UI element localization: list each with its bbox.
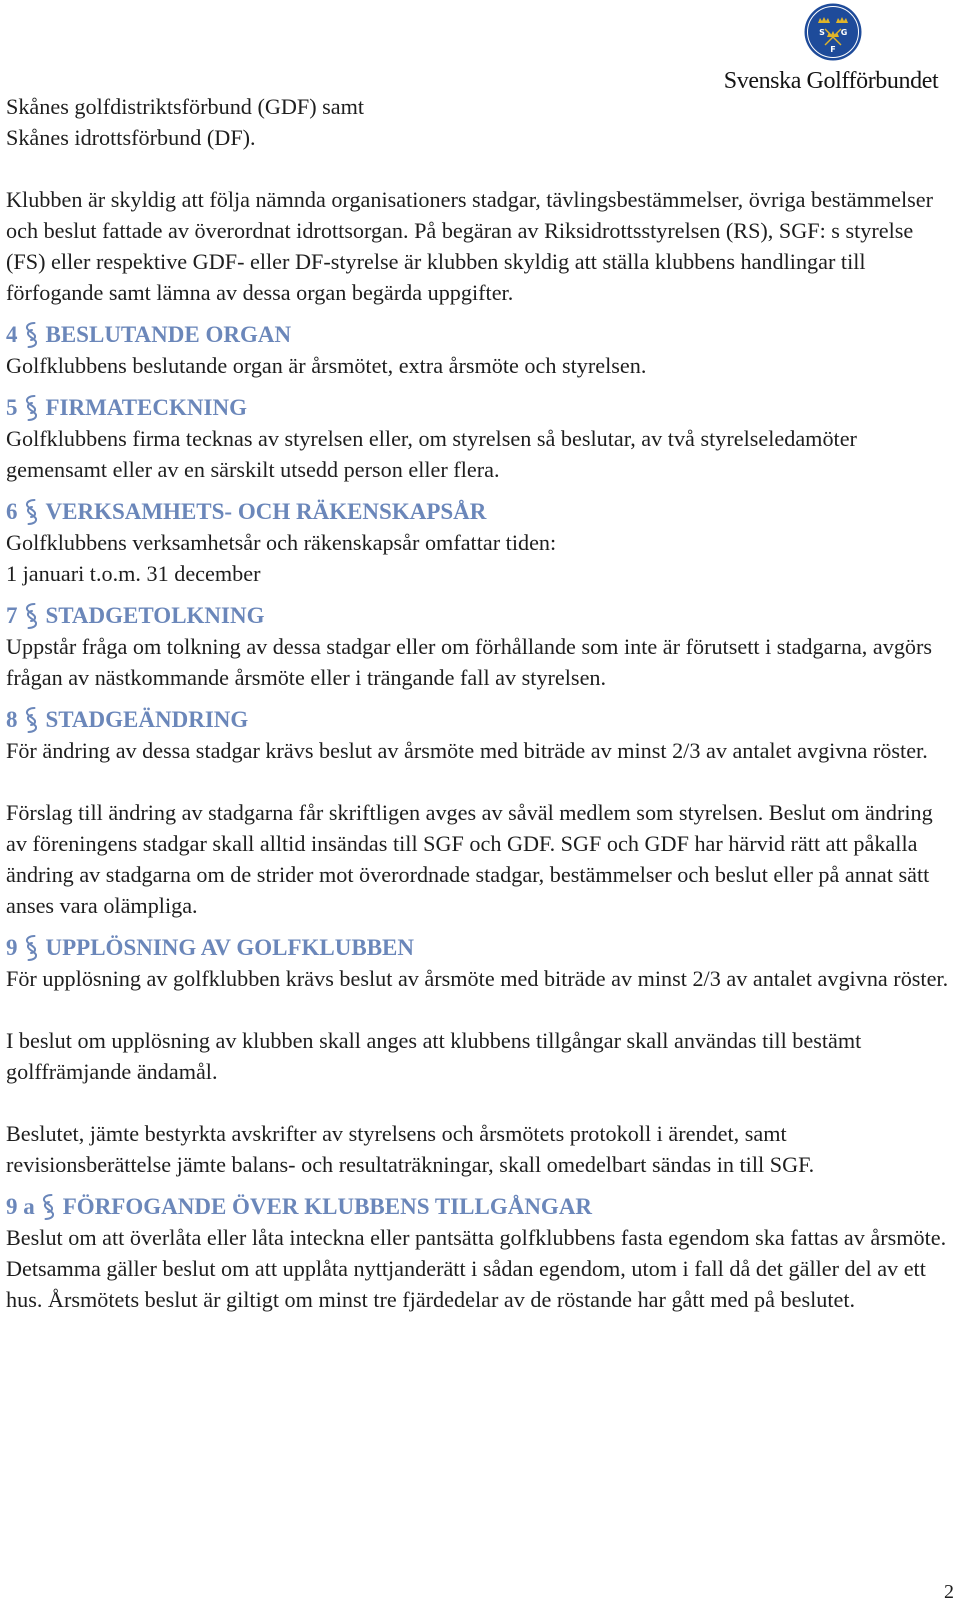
sgf-emblem-icon [803, 2, 863, 62]
section-title: VERKSAMHETS- OCH RÄKENSKAPSÅR [45, 499, 487, 524]
section-4-heading [6, 319, 950, 350]
page-number: 2 [944, 1581, 954, 1603]
section-5-body: Golfklubbens firma tecknas av styrelsen eller, om styrelsen så beslutar, av två styrelseledamöter gemensamt eller av en särskilt utsedd person eller flera. [6, 426, 857, 482]
obligation-paragraph: Klubben är skyldig att följa nämnda organisationers stadgar, tävlingsbestämmelser, övriga bestämmelser och beslut fattade av överordnat idrottsorgan. På begäran av Riksidrottsstyrelsen (RS), SGF: s styrelse (FS) eller respektive GDF- eller DF-styrelse är klubben skyldig att ställa klubbens handlingar till förfogande samt lämna av dessa organ begärda uppgifter. [6, 187, 933, 305]
section-6-body-line-1: Golfklubbens verksamhetsår och räkenskapsår omfattar tiden: [6, 530, 557, 555]
intro-line-2: Skånes idrottsförbund (DF). [6, 125, 256, 150]
section-sign-icon [22, 394, 40, 422]
section-9a-body: Beslut om att överlåta eller låta inteckna eller pantsätta golfklubbens fasta egendom ska fattas av årsmöte. Detsamma gäller beslut om att upplåta nyttjanderätt i sådan egendom, utom i fall då det gäller del av ett hus. Årsmötets beslut är giltigt om minst tre fjärdedelar av de röstande har gått med på beslutet. [6, 1225, 947, 1312]
section-number: 8 [6, 707, 18, 732]
section-9a-heading [6, 1191, 950, 1222]
section-title: UPPLÖSNING AV GOLFKLUBBEN [45, 935, 415, 960]
section-9-body-2: I beslut om upplösning av klubben skall anges att klubbens tillgångar skall användas till bestämt golffrämjande ändamål. [6, 1028, 862, 1084]
logo [706, 2, 956, 94]
section-title: BESLUTANDE ORGAN [45, 322, 292, 347]
section-number: 9 [6, 935, 18, 960]
section-9-heading [6, 932, 950, 963]
emblem-letter-s: S [819, 28, 825, 37]
logo-text: Svenska Golfförbundet [723, 68, 939, 94]
section-9-body-1: För upplösning av golfklubben krävs beslut av årsmöte med biträde av minst 2/3 av antalet avgivna röster. [6, 966, 949, 991]
emblem-letter-f: F [830, 45, 836, 54]
section-7-body: Uppstår fråga om tolkning av dessa stadgar eller om förhållande som inte är förutsett i stadgarna, avgörs frågan av nästkommande årsmöte eller i trängande fall av styrelsen. [6, 634, 933, 690]
section-number: 9 a [6, 1194, 35, 1219]
section-8-body-1: För ändring av dessa stadgar krävs beslut av årsmöte med biträde av minst 2/3 av antalet avgivna röster. [6, 738, 928, 763]
section-6-heading [6, 496, 950, 527]
section-7-heading [6, 600, 950, 631]
section-sign-icon [22, 498, 40, 526]
section-number: 6 [6, 499, 18, 524]
section-title: FÖRFOGANDE ÖVER KLUBBENS TILLGÅNGAR [62, 1194, 593, 1219]
section-number: 5 [6, 395, 18, 420]
section-number: 4 [6, 322, 18, 347]
section-sign-icon [22, 321, 40, 349]
section-title: STADGEÄNDRING [45, 707, 249, 732]
section-8-heading [6, 704, 950, 735]
intro-line-1: Skånes golfdistriktsförbund (GDF) samt [6, 94, 365, 119]
section-8-body-2: Förslag till ändring av stadgarna får skriftligen avges av såväl medlem som styrelsen. Beslut om ändring av föreningens stadgar skall alltid insändas till SGF och GDF. SGF och GDF har härvid rätt att påkalla ändring av stadgarna om de strider mot överordnade stadgar, bestämmelser och beslut eller på annat sätt anses vara olämpliga. [6, 800, 933, 918]
document-body [6, 91, 950, 1315]
section-9-body-3: Beslutet, jämte bestyrkta avskrifter av styrelsens och årsmötets protokoll i ärendet, samt revisionsberättelse jämte balans- och resultaträkningar, skall omedelbart sändas in till SGF. [6, 1121, 815, 1177]
section-title: STADGETOLKNING [45, 603, 265, 628]
section-5-heading [6, 392, 950, 423]
emblem-letter-g: G [840, 28, 848, 37]
section-4-body: Golfklubbens beslutande organ är årsmötet, extra årsmöte och styrelsen. [6, 353, 647, 378]
section-sign-icon [22, 602, 40, 630]
section-sign-icon [39, 1193, 57, 1221]
section-title: FIRMATECKNING [45, 395, 247, 420]
section-sign-icon [22, 934, 40, 962]
section-6-body-line-2: 1 januari t.o.m. 31 december [6, 561, 261, 586]
section-sign-icon [22, 706, 40, 734]
section-number: 7 [6, 603, 18, 628]
